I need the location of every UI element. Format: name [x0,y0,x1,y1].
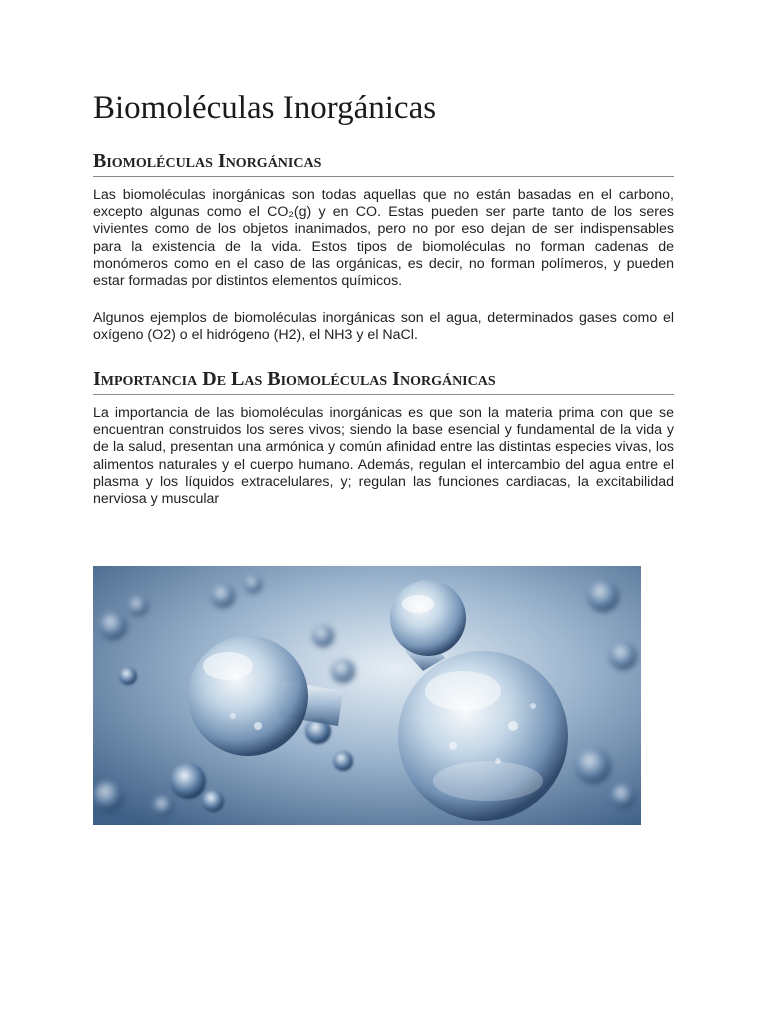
paragraph-examples: Algunos ejemplos de biomoléculas inorgánicas son el agua, determinados gases como el oxígeno (O2) o el hidrógeno (H2), el NH3 y el NaCl. [93,310,674,344]
paragraph-definition: Las biomoléculas inorgánicas son todas aquellas que no están basadas en el carbono, excepto algunas como el CO₂(g) y en CO. Estas pueden ser parte tanto de los seres vivientes como de los objetos inanimados, pero no por eso dejan de ser indispensables para la existencia de la vida. Estos tipos de biomoléculas no forman cadenas de monómeros como en el caso de las orgánicas, es decir, no forman polímeros, y pueden estar formadas por distintos elementos químicos. [93,187,674,290]
paragraph-importance: La importancia de las biomoléculas inorgánicas es que son la materia prima con que se encuentran construidos los seres vivos; siendo la base esencial y fundamental de la vida y de la salud, presentan una armónica y común afinidad entre las distintas especies vivas, los alimentos naturales y el cuerpo humano. Además, regulan el intercambio del agua entre el plasma y los líquidos extracelulares, y; regulan las funciones cardiacas, la excitabilidad nerviosa y muscular [93,405,674,508]
water-molecule-image [93,566,641,825]
section-heading-importancia: Importancia De Las Biomoléculas Inorgánicas [93,366,674,395]
section-heading-biomoleculas: Biomoléculas Inorgánicas [93,148,674,177]
document-title: Biomoléculas Inorgánicas [93,90,437,126]
